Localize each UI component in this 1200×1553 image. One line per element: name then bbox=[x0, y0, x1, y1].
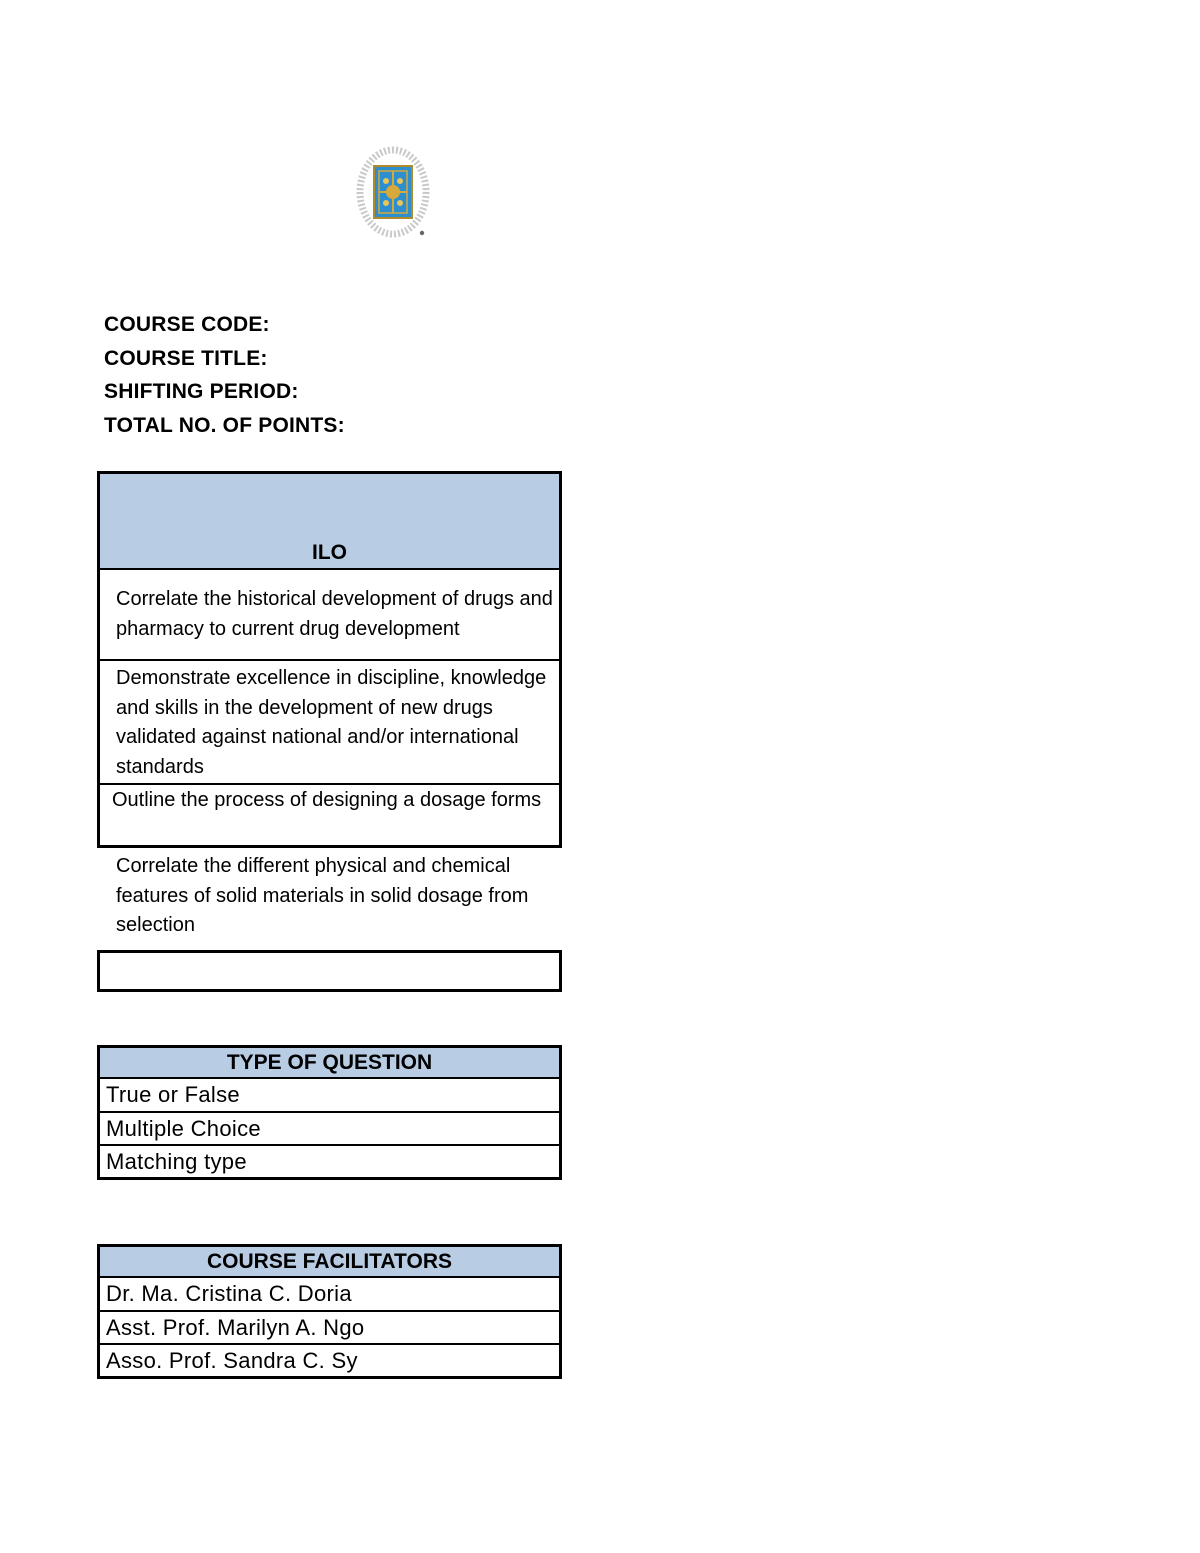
course-info bbox=[104, 308, 345, 442]
facilitator-row: Dr. Ma. Cristina C. Doria bbox=[97, 1278, 562, 1312]
ilo-header: ILO bbox=[97, 471, 562, 570]
ilo-row: Correlate the historical development of drugs and pharmacy to current drug development bbox=[97, 570, 562, 661]
question-type-row: True or False bbox=[97, 1079, 562, 1113]
question-type-header: TYPE OF QUESTION bbox=[97, 1045, 562, 1079]
ilo-table bbox=[97, 471, 562, 992]
facilitator-row: Asst. Prof. Marilyn A. Ngo bbox=[97, 1312, 562, 1346]
ilo-row: Outline the process of designing a dosage forms bbox=[97, 785, 562, 848]
facilitators-header: COURSE FACILITATORS bbox=[97, 1244, 562, 1278]
total-points-label: TOTAL NO. OF POINTS: bbox=[104, 413, 345, 437]
question-type-row: Multiple Choice bbox=[97, 1113, 562, 1147]
ilo-row: Correlate the different physical and chemical features of solid materials in solid dosage from selection bbox=[116, 855, 529, 936]
shifting-period-label: SHIFTING PERIOD: bbox=[104, 380, 299, 403]
ilo-row: Demonstrate excellence in discipline, knowledge and skills in the development of new drugs validated against national and/or international standards bbox=[97, 661, 562, 785]
course-code-label: COURSE CODE: bbox=[104, 313, 270, 336]
course-title-label: COURSE TITLE: bbox=[104, 346, 268, 370]
university-seal-icon bbox=[355, 140, 431, 238]
ilo-row-empty bbox=[97, 950, 562, 992]
facilitators-table bbox=[97, 1244, 562, 1379]
facilitator-row: Asso. Prof. Sandra C. Sy bbox=[97, 1345, 562, 1379]
question-type-table bbox=[97, 1045, 562, 1180]
question-type-row: Matching type bbox=[97, 1146, 562, 1180]
